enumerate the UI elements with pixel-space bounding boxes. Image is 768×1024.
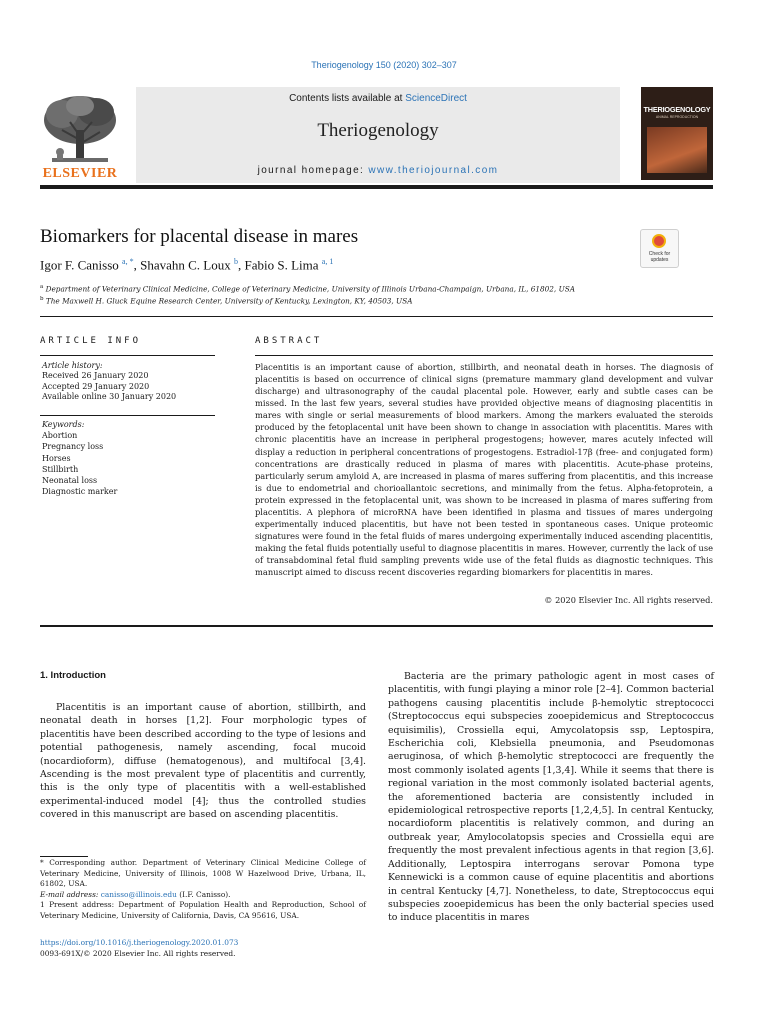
abstract-bottom-divider <box>40 625 713 627</box>
journal-citation-link[interactable]: Theriogenology 150 (2020) 302–307 <box>311 60 457 70</box>
doi-link[interactable]: https://doi.org/10.1016/j.theriogenology.2020.01.073 <box>40 938 239 947</box>
issn-line: 0093-691X/© 2020 Elsevier Inc. All rights reserved. <box>40 948 236 958</box>
affiliation-text: Department of Veterinary Clinical Medicine, College of Veterinary Medicine, University of Illinois Urbana-Champaign, Urbana, IL, 61802, USA <box>45 284 575 294</box>
header-divider <box>40 185 713 189</box>
affiliation-text: The Maxwell H. Gluck Equine Research Center, University of Kentucky, Lexington, KY, 40503, USA <box>45 296 413 306</box>
keywords-divider <box>40 415 215 416</box>
section-heading-introduction: 1. Introduction <box>40 670 106 681</box>
history-received: Received 26 January 2020 <box>42 371 149 381</box>
history-label: Article history: <box>42 361 103 370</box>
author-affiliation-marks[interactable]: a, 1 <box>321 257 334 266</box>
email-note <box>40 890 366 901</box>
affiliation-mark: b <box>40 296 44 303</box>
intro-paragraph: Placentitis is an important cause of abortion, stillbirth, and neonatal death in horses [1,2]. Four morphologic types of placentitis have been described according to the type of lesions and potential pathogenesis, namely ascending, focal mucoid (nocardioform), diffuse (hematogenous), and multifocal [3,4]. Ascending is the most prevalent type of placentitis and currently, this is the only type of placentitis with a well-established experimental-induced model [4]; thus the controlled studies covered in this manuscript are based on ascending placentitis. <box>40 702 366 821</box>
affiliation-line <box>40 294 713 306</box>
abstract-heading: ABSTRACT <box>255 336 323 346</box>
author-list: Igor F. Canisso $^{a, *}$, Shavahn C. Loux $^b$, Fabio S. Lima $^{a, 1}$ <box>40 257 334 273</box>
contents-available-line <box>136 93 620 104</box>
cover-subtitle: ANIMAL REPRODUCTION <box>655 115 699 119</box>
footnote-divider <box>40 856 88 857</box>
history-online: Available online 30 January 2020 <box>42 392 177 402</box>
footnotes <box>40 858 366 922</box>
check-updates-icon <box>652 234 666 248</box>
abstract-text: Placentitis is an important cause of abortion, stillbirth, and neonatal death in horses. The diagnosis of placentitis is based on occurrence of clinical signs (premature mammary gland development and vulvar discharge) and ultrasonography of the caudal placental pole. However, early and subtle cases can be missed. In the last few years, several studies have provided objective means of diagnosing placentitis in mares with single or serial measurements of blood markers. Among the markers evaluated the steroids produced by the fetoplacental unit have been shown to change in association with placentitis. Mares with chronic placentitis have an increase in peripheral progestogens; however, mares acutely infected will display a reduction in peripheral concentrations of progestogens. Estradiol-17β (free- and conjugated form) concentrations are drastically reduced in plasma of mares with placentitis. Acute-phase proteins, particularly serum amyloid A, are increased in plasma of mares suffering from placentitis, and this increase is due to endometrial and chorioallantoic secretions, and minimally from the fetus. Alpha-fetoprotein, a protein expressed in the fetoplacental unit, was shown to be increased in plasma of mares suffering from placentitis. A plephora of microRNA have been identified in plasma and tissues of mares undergoing experimentally induced placentitis, but have not been tested in spontaneous cases. Unique proteomic signatures were found in the fetal fluids of mares undergoing experimentally induced ascending placentitis, making the fetal fluids potentially useful to diagnose placentitis in mares. However, currently the lack of use of transabdominal fetal fluid sampling prevents wide use of the fetal fluids as diagnostic techniques. This manuscript aimed to discuss recent discoveries regarding biomarkers for placentitis in mares. <box>255 362 713 578</box>
journal-cover-image[interactable] <box>641 87 713 180</box>
article-history <box>42 361 217 403</box>
sciencedirect-link[interactable]: ScienceDirect <box>405 93 467 104</box>
body-right-column <box>388 670 714 925</box>
article-info-heading: ARTICLE INFO <box>40 336 142 346</box>
history-accepted: Accepted 29 January 2020 <box>42 381 150 391</box>
article-title: Biomarkers for placental disease in mares <box>40 226 359 247</box>
title-divider <box>40 316 713 317</box>
author-affiliation-marks[interactable]: b <box>233 257 238 266</box>
keyword: Diagnostic marker <box>42 487 118 497</box>
contents-prefix: Contents lists available at <box>289 93 406 104</box>
affiliation-line <box>40 282 713 294</box>
keyword: Horses <box>42 453 71 463</box>
present-address-note: 1 Present address: Department of Population Health and Reproduction, School of Veterinary Medicine, University of California, Davis, CA 95616, USA. <box>40 900 366 920</box>
body-left-column <box>40 670 366 822</box>
keyword: Stillbirth <box>42 464 79 474</box>
affiliation-mark: a <box>40 284 44 290</box>
article-info-divider <box>40 355 215 356</box>
doi-block <box>40 938 366 959</box>
journal-homepage-link[interactable]: www.theriojournal.com <box>368 165 499 176</box>
keyword: Neonatal loss <box>42 476 98 486</box>
cover-artwork <box>647 127 707 173</box>
corresponding-author-note: * Corresponding author. Department of Veterinary Clinical Medicine College of Veterinary Medicine, University of Illinois, 1008 W Hazelwood Drive, Urbana, IL, 61802, USA. <box>40 858 366 889</box>
homepage-prefix: journal homepage: <box>257 165 369 176</box>
keywords-list <box>42 419 217 497</box>
journal-homepage-line <box>136 165 620 176</box>
keyword: Abortion <box>42 431 78 441</box>
email-label: E-mail address: <box>40 889 101 899</box>
author-name[interactable]: Shavahn C. Loux <box>140 257 231 273</box>
cover-title: THERIOGENOLOGY <box>643 105 711 114</box>
elsevier-wordmark: ELSEVIER <box>42 166 118 181</box>
journal-title: Theriogenology <box>317 120 439 141</box>
check-updates-label: Check for updates <box>648 251 671 263</box>
author-affiliation-marks[interactable]: a, * <box>122 257 134 266</box>
email-link[interactable]: canisso@illinois.edu <box>100 889 177 899</box>
abstract-divider <box>255 355 713 356</box>
bacteria-paragraph: Bacteria are the primary pathologic agent in most cases of placentitis, with fungi playing a minor role [2–4]. Common bacterial pathogens causing placentitis include β-hemolytic streptococci (Streptococcus equi subspecies zooepidemicus and Streptococcus equisimilis), Crossiella equi, Amycolatopsis ssp, Leptospira, Escherichia coli, Klebsiella pneumonia, and Pseudomonas aeruginosa, of which β-hemolytic streptococci are frequently the most commonly isolated agents [1,3,4]. While it seems that there is regional variation in the most commonly isolated bacterial agents, the aforementioned bacteria are consistently included in epidemiological retrospective reports [1,2,4,5]. In central Kentucky, nocardioform placentitis is relatively common, and during an outbreak year, Amylocolatopsis species and Crossiella equi are frequently the most prevalent infectious agents in that region [3,6]. Additionally, Leptospira interrogans serovar Pomona type Kennewicki is a common cause of equine placentitis and abortions in central Kentucky [4,7]. Nonetheless, to date, Streptococcus equi subspecies zooepidemicus has been the only bacterial species used to induce placentitis in mares <box>388 671 714 924</box>
email-suffix: (I.F. Canisso). <box>176 889 231 899</box>
author-name[interactable]: Igor F. Canisso <box>40 257 119 273</box>
keyword: Pregnancy loss <box>42 442 104 452</box>
check-for-updates-button[interactable] <box>640 229 679 268</box>
affiliations <box>40 282 713 307</box>
keywords-label: Keywords: <box>42 420 85 429</box>
author-name[interactable]: Fabio S. Lima <box>244 257 319 273</box>
abstract-copyright: © 2020 Elsevier Inc. All rights reserved. <box>544 595 713 605</box>
